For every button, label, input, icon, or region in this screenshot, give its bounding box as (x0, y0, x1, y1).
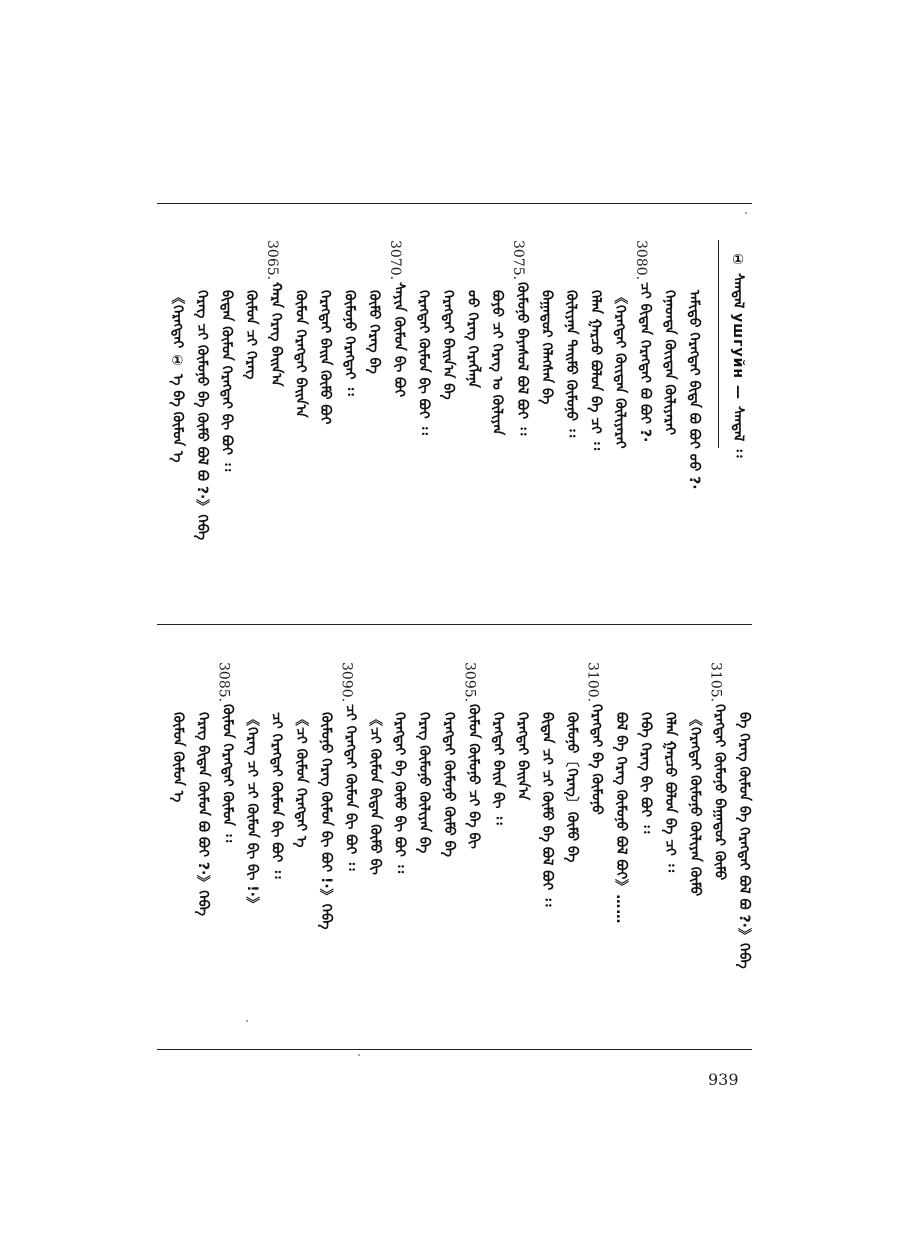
line-text: ᠬᠡᠷᠡᠭᠲᠡᠢ ᠬᠦᠮᠦᠨᠦ ᠪᠠᠭᠠᠳᠤᠷ ᠬᠦᠮᠦ (711, 704, 728, 881)
text-line (732, 662, 756, 1042)
scan-speck (745, 212, 747, 214)
text-line (264, 240, 288, 620)
text-line (240, 662, 264, 1042)
footnote-separator (718, 240, 719, 448)
line-text: ᠬᠦᠮᠦᠨ ᠴᠢ ᠬᠡᠷᠡᠭ (243, 290, 260, 380)
text-line (461, 662, 485, 1042)
text-line (338, 240, 362, 620)
text-line (608, 240, 632, 620)
line-number: 3100. (584, 662, 601, 703)
line-text: ᠬᠡᠷᠡᠭ ᠴᠢ ᠬᠦᠮᠦᠨᠦ ᠪᠠ ᠬᠦᠮᠦ ᠪᠤᠯ ᠪᠤ ?·》ᠭᠡᠪᠡ (194, 290, 210, 541)
text-line (265, 662, 289, 1042)
line-text: 《ᠬᠡᠷᠡᠭᠲᠡᠢ ① ᠡ ᠪᠠ ᠬᠦᠮᠦᠨ ᠡ (169, 290, 186, 463)
text-line (609, 662, 633, 1042)
text-line (535, 662, 559, 1042)
line-text: ᠬᠡᠷᠡᠭᠲᠡᠢ ᠪᠠᠢᠨ᠎ᠠ (514, 712, 531, 801)
text-line (191, 662, 215, 1042)
text-line (560, 662, 584, 1042)
text-line (634, 662, 658, 1042)
line-text: ᠭᠡᠪᠡ ᠬᠡᠷᠡᠭ ᠪᠢ ᠪᠤᠢ ᠄᠄ (637, 712, 654, 834)
text-line (412, 662, 436, 1042)
line-text: ᠬᠡᠷᠡᠭᠲᠡᠢ ᠪᠠᠢᠨ ᠪᠢ ᠄᠄ (490, 712, 506, 825)
text-line (633, 240, 657, 620)
line-text: ᠬᠦᠮᠦᠨᠦ〔ᠬᠡᠷᠡᠭ〕ᠬᠦᠮᠦ ᠪᠠ (563, 712, 580, 863)
text-line (190, 240, 214, 620)
text-line (436, 240, 460, 620)
line-text: ᠪᠢᠳᠡᠨ ᠴᠢ ᠴᠢ ᠬᠦᠮᠦ ᠪᠠ ᠪᠤᠯ ᠪᠤᠢ ᠄᠄ (539, 712, 556, 907)
line-text: ᠬᠡᠷᠡᠭ ᠬᠦᠮᠦᠨᠦ ᠬᠦᠯᠢᠶᠡᠨ ᠪᠠ (416, 712, 433, 854)
line-text: 《ᠬᠡᠷᠡᠭᠲᠡᠢ ᠬᠦᠮᠦᠨᠦ ᠬᠦᠯᠢᠶᠡᠨ ᠬᠦᠮᠦ (686, 712, 703, 897)
text-line (707, 662, 731, 1042)
line-text: ᠬᠦᠮᠦᠨ ᠬᠦᠮᠦᠨᠦ ᠴᠢ ᠪᠠ ᠪᠢ (465, 704, 482, 849)
text-line (461, 240, 485, 620)
text-line (363, 662, 387, 1042)
text-line (682, 240, 706, 620)
line-text: ᠬᠠᠷᠠ ᠬᠡᠷᠡᠭ ᠪᠠᠢᠨ᠎ᠠ (267, 282, 284, 387)
line-text: ᠬᠡᠷᠡᠭᠲᠡᠢ ᠬᠦᠮᠦᠨᠦ ᠬᠦᠮᠦ ᠪᠠ (440, 712, 457, 857)
line-text: ᠠᠮᠢᠳᠤ ᠬᠡᠷᠡᠭᠲᠡᠢ ᠪᠢᠳᠡ ᠪᠤ ᠪᠤᠢ ᠤᠤ ?· (686, 290, 702, 490)
line-text: ᠬᠡᠷᠡᠭᠲᠡᠢ ᠪᠠ ᠬᠦᠮᠦ ᠪᠢ ᠪᠤᠢ ᠄᠄ (391, 712, 408, 874)
line-text: ᠬᠡᠷᠡᠭ ᠪᠢᠳᠡᠨ ᠬᠦᠮᠦᠨ ᠪᠤ ᠪᠤᠢ ?·》ᠭᠡᠪᠡ (194, 712, 211, 917)
line-text: ᠬᠦᠮᠦᠨ ᠬᠦᠮᠦᠨ ᠡ (170, 712, 187, 803)
text-line (658, 662, 682, 1042)
line-text: ᠬᠡᠯᠡᠨ ᠭᠠᠷᠴᠤ ᠪᠤᠯᠤᠨ ᠪᠠ ᠴᠢ ᠄᠄ (662, 712, 679, 873)
text-line (362, 240, 386, 620)
text-line (486, 662, 510, 1042)
text-line (511, 662, 535, 1042)
line-text: ᠬᠡᠷᠡᠭᠲᠡᠢ ᠪᠠᠢᠨ᠎ᠠ ᠪᠠ (440, 290, 456, 400)
text-line (239, 240, 263, 620)
text-line (166, 662, 190, 1042)
line-text: ᠬᠦᠯᠢᠶᠡᠨᠡ ᠲᠡᠢᠮᠦ ᠬᠦᠮᠦᠨᠦ ᠄᠄ (563, 290, 579, 438)
text-line (534, 240, 558, 620)
line-text: ᠪᠠᠭᠠᠳᠤᠷ ᠬᠡᠯᠡᠭᠰᠡᠨ ᠪᠠ (538, 290, 555, 405)
text-line (584, 240, 608, 620)
line-text: 《ᠬᠡᠷᠡᠭ ᠴᠢ ᠴᠢ ᠬᠦᠮᠦᠨ ᠪᠢ ᠪᠢ !·》 (244, 712, 260, 912)
line-number: 3105. (707, 662, 724, 703)
line-number: 3085. (215, 662, 232, 703)
line-text: ᠪᠢᠳᠡᠨ ᠬᠦᠮᠦᠨ ᠬᠡᠷᠡᠭᠲᠡᠢ ᠪᠢ ᠪᠤᠢ ᠄᠄ (218, 290, 235, 472)
line-text: ᠰᠠᠶᠢᠨ ᠬᠦᠮᠦᠨ ᠪᠢ ᠪᠤᠢ (390, 282, 407, 398)
footnote (726, 252, 750, 458)
line-text: ᠭᠡᠨᠡᠳᠲᠡ ᠬᠦᠢᠲᠡᠨ ᠬᠦᠯᠢᠶᠡᠷᠡᠢ (661, 290, 678, 435)
line-text: ᠤᠤ ᠬᠡᠷᠡᠭ ᠬᠡᠷᠡᠭᠯᠡᠨᠡ (464, 290, 481, 388)
line-number: 3090. (338, 662, 355, 703)
middle-divider-rule (157, 624, 752, 625)
text-line (657, 240, 681, 620)
line-text: ᠬᠡᠷᠡᠭᠲᠡᠢ ᠪᠠᠢᠨ ᠬᠦᠮᠦ ᠪᠤᠢ (317, 290, 333, 425)
scan-speck (246, 1020, 248, 1022)
line-number: 3065. (263, 240, 280, 281)
line-number: 3080. (632, 240, 649, 281)
line-number: 3070. (386, 240, 403, 281)
line-text: 《ᠴᠢ ᠬᠦᠮᠦᠨ ᠬᠡᠷᠡᠭᠲᠡᠢ ᠡ (293, 712, 310, 848)
text-line (411, 240, 435, 620)
line-text: 《ᠬᠡᠷᠡᠭᠲᠡᠢ ᠬᠦᠢᠲᠡᠨ ᠬᠦᠯᠢᠶᠡᠷᠡᠢ (612, 290, 629, 449)
line-text: ᠴᠢ ᠬᠡᠷᠡᠭᠲᠡᠢ ᠬᠦᠮᠦᠨ ᠪᠢ ᠪᠤᠢ ᠄᠄ (268, 712, 285, 879)
text-line (510, 240, 534, 620)
line-text: ᠪᠠ ᠬᠡᠷᠡᠭ ᠬᠦᠮᠦᠨ ᠪᠠ ᠬᠡᠷᠡᠭᠲᠡᠢ ᠪᠤᠯ ᠪᠤ ?·》ᠭᠡᠪᠡ (736, 712, 752, 969)
text-line (215, 240, 239, 620)
text-line (338, 662, 362, 1042)
text-line (314, 662, 338, 1042)
line-text: ᠪᠤᠶᠤ ᠴᠢ ᠬᠡᠷᠡᠭ ᠤ ᠬᠦᠯᠢᠶᠡᠨ (489, 290, 506, 436)
line-number: 3095. (461, 662, 478, 703)
text-line (289, 662, 313, 1042)
line-text: ᠬᠦᠮᠦᠨᠦ ᠬᠡᠷᠡᠭᠲᠡᠢ ᠄᠄ (341, 290, 358, 396)
line-text: ᠬᠦᠮᠦᠨᠦ ᠬᠡᠷᠡᠭ ᠬᠦᠮᠦᠨ ᠪᠢ ᠪᠤᠢ !·》ᠭᠡᠪᠡ (317, 712, 334, 930)
text-line (683, 662, 707, 1042)
bottom-divider-rule (157, 1049, 752, 1050)
text-line (584, 662, 608, 1042)
line-number: 3075. (509, 240, 526, 281)
page-number: 939 (708, 1070, 739, 1089)
line-text: ᠬᠦᠮᠦᠨ ᠬᠡᠷᠡᠭᠲᠡᠢ ᠪᠠᠢᠨ᠎ᠠ (292, 290, 309, 418)
line-text: ᠬᠡᠷᠡᠭᠲᠡᠢ ᠪᠠ ᠬᠦᠮᠦᠨᠦ (588, 704, 605, 815)
text-line (288, 240, 312, 620)
text-line (387, 240, 411, 620)
line-text: ᠬᠡᠯᠡᠨ ᠭᠠᠷᠴᠤ ᠪᠤᠯᠤᠨ ᠪᠠ ᠴᠢ ᠄᠄ (587, 290, 604, 451)
line-text: ᠴᠢ ᠬᠡᠷᠡᠭᠲᠡᠢ ᠬᠦᠮᠦᠨ ᠪᠢ ᠪᠤᠢ ᠄᠄ (342, 704, 359, 871)
text-line (165, 240, 189, 620)
footnote-text: ① ᠰᠠᠨᠳᠠᠯ ушгуйн — ᠰᠠᠨᠳᠠᠯ ᠄᠄ (730, 252, 746, 458)
line-text: ᠴᠢ ᠪᠢᠳᠡᠨ ᠬᠡᠷᠡᠭᠲᠡᠢ ᠪᠤ ᠪᠤᠢ ?· (636, 282, 653, 443)
text-line (313, 240, 337, 620)
text-line (215, 662, 239, 1042)
line-text: ᠬᠦᠮᠦᠨ ᠬᠡᠷᠡᠭᠲᠡᠢ ᠬᠦᠮᠦᠨ ᠄᠄ (219, 704, 236, 843)
line-text: ᠪᠤᠯ ᠪᠠ ᠬᠡᠷᠡᠭ ᠬᠦᠮᠦᠨᠦ ᠪᠤᠯ ᠪᠤᠢ》…… (613, 712, 629, 925)
text-line (559, 240, 583, 620)
line-text: ᠬᠦᠮᠦ ᠬᠡᠷᠡᠭ ᠪᠠ (366, 290, 383, 374)
scan-speck (358, 1054, 360, 1056)
line-text: ᠬᠦᠮᠦᠨᠦ ᠪᠠᠶᠠᠰᠤᠯ ᠪᠤᠯ ᠪᠤᠢ ᠄᠄ (513, 282, 530, 436)
text-line (388, 662, 412, 1042)
line-text: 《ᠴᠢ ᠬᠦᠮᠦᠨ ᠪᠢᠳᠡᠨ ᠬᠦᠮᠦ ᠪᠢ (367, 712, 383, 875)
text-line (437, 662, 461, 1042)
text-line (485, 240, 509, 620)
top-divider-rule (157, 203, 752, 204)
line-text: ᠬᠡᠷᠡᠭᠲᠡᠢ ᠬᠦᠮᠦᠨ ᠪᠢ ᠪᠤᠢ ᠄᠄ (415, 290, 432, 435)
